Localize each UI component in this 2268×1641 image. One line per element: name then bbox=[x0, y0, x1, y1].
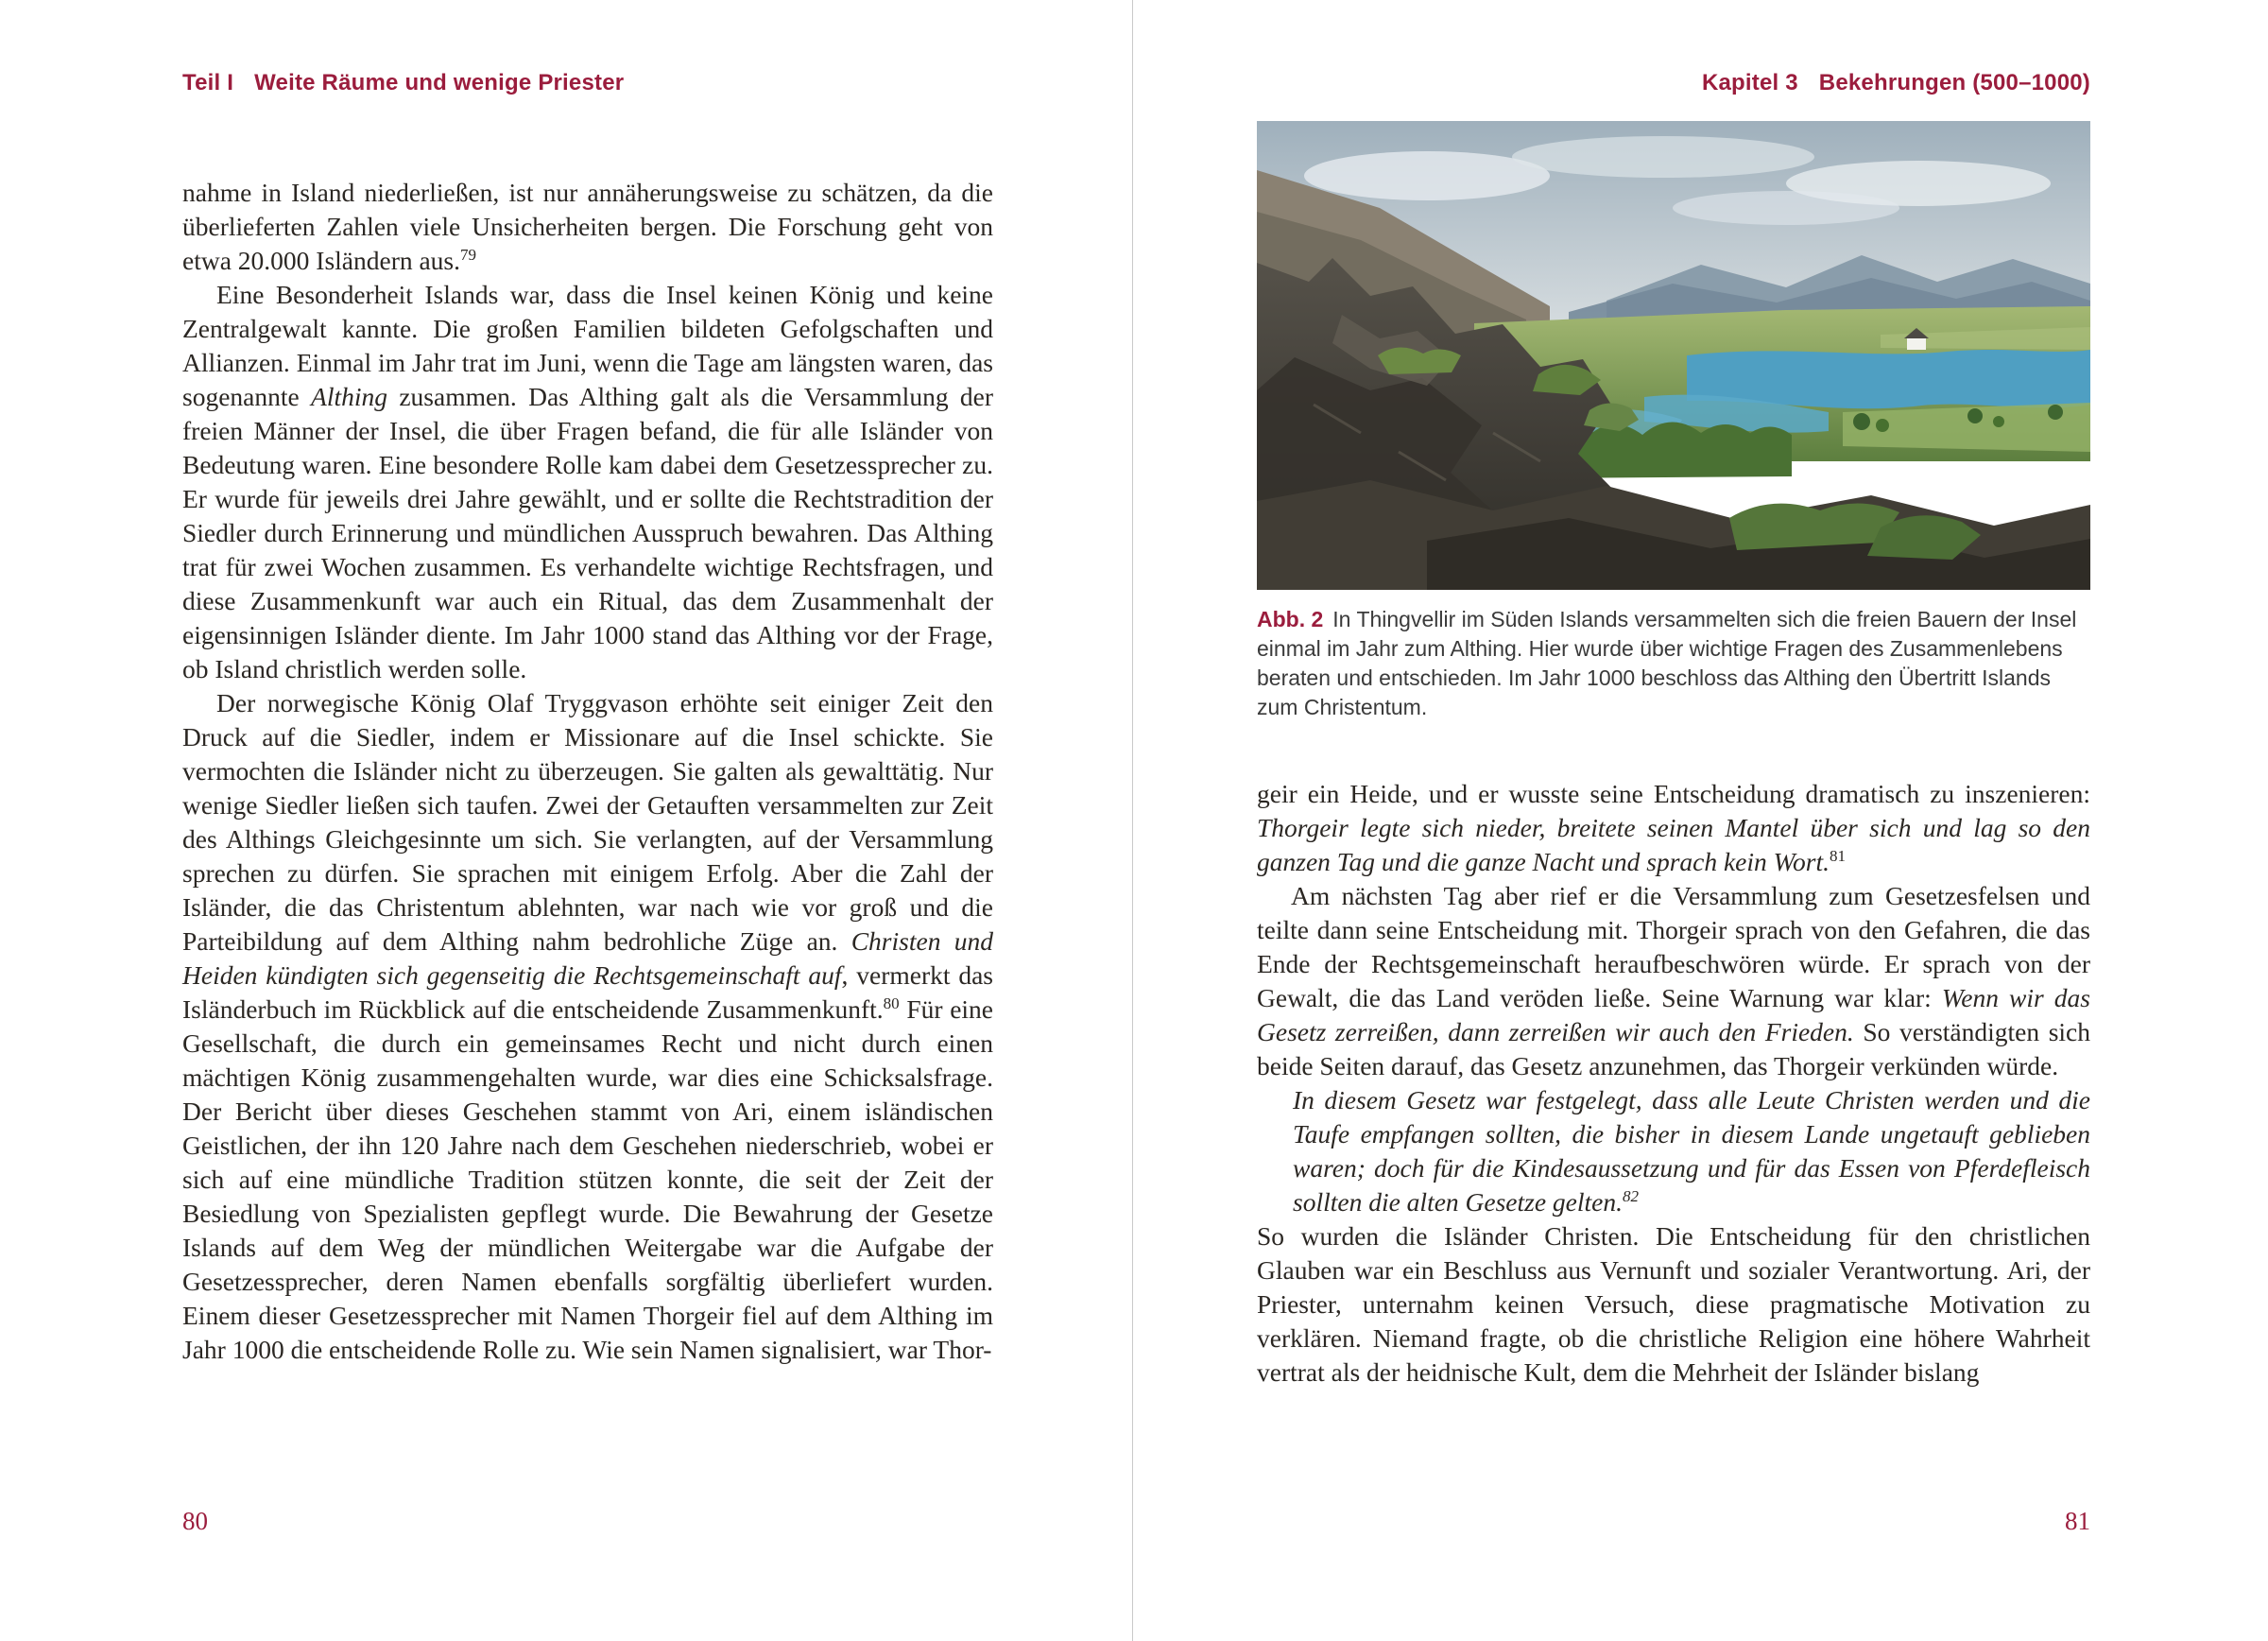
part-title: Weite Räume und wenige Priester bbox=[254, 70, 625, 95]
right-running-head bbox=[1702, 70, 2090, 96]
paragraph: nahme in Island niederließen, ist nur annäherungsweise zu schätzen, da die überlieferten Zahlen viele Unsicherheiten bergen. Die Forschung geht von etwa 20.000 Isländern aus.$^{79}$ bbox=[182, 178, 993, 275]
page-gutter-divider bbox=[1132, 0, 1133, 1641]
footnote-marker: 80 bbox=[883, 993, 900, 1012]
footnote-marker: 82 bbox=[1623, 1186, 1640, 1205]
figure-thingvellir bbox=[1257, 121, 2090, 722]
block-quote: In diesem Gesetz war festgelegt, dass alle Leute Christen werden und die Taufe empfangen sollten, die bisher in diesem Lande ungetauft geblieben waren; doch für die Kindesaussetzung und für das Essen von Pferdefleisch sollten die alten Gesetze gelten.$^{82}$ bbox=[1293, 1085, 2090, 1217]
figure-caption-text: In Thingvellir im Süden Islands versammelten sich die freien Bauern der Insel einmal im Jahr zum Althing. Hier wurde über wichtige Fragen des Zusammenlebens beraten und entschieden. Im Jahr 1000 beschloss das Althing den Übertritt Islands zum Christentum. bbox=[1257, 607, 2077, 719]
right-text-column bbox=[1257, 777, 2090, 1390]
figure-caption bbox=[1257, 605, 2090, 722]
right-page-number: 81 bbox=[2065, 1507, 2090, 1535]
figure-label: Abb. 2 bbox=[1257, 607, 1324, 631]
paragraph: So wurden die Isländer Christen. Die Entscheidung für den christlichen Glauben war ein Beschluss aus Vernunft und sozialer Verantwortung. Ari, der Priester, unternahm keinen Versuch, diese pragmatische Motivation zu verklären. Niemand fragte, ob die christliche Religion eine höhere Wahrheit vertrat als der heidnische Kult, dem die Mehrheit der Isländer bislang bbox=[1257, 1221, 2090, 1387]
paragraph: Am nächsten Tag aber rief er die Versammlung zum Gesetzesfelsen und teilte dann seine Entscheidung mit. Thorgeir sprach von den Gefahren, die das Ende der Rechtsgemeinschaft heraufbeschwören würde. Er sprach von der Gewalt, die das Land veröden ließe. Seine Warnung war klar: Wenn wir das Gesetz zerreißen, dann zerreißen wir auch den Frieden. So verständigten sich beide Seiten darauf, das Gesetz anzunehmen, das Thorgeir verkünden würde. bbox=[1257, 881, 2090, 1080]
left-running-head bbox=[182, 70, 624, 96]
footnote-marker: 79 bbox=[460, 245, 477, 264]
paragraph: geir ein Heide, und er wusste seine Entscheidung dramatisch zu inszenieren: Thorgeir legte sich nieder, breitete seinen Mantel über sich und lag so den ganzen Tag und die ganze Nacht und sprach kein Wort.$^{81}$ bbox=[1257, 779, 2090, 876]
footnote-marker: 81 bbox=[1830, 846, 1847, 865]
paragraph: Eine Besonderheit Islands war, dass die Insel keinen König und keine Zentralgewalt kannte. Die großen Familien bildeten Gefolgschaften und Allianzen. Einmal im Jahr trat im Juni, wenn die Tage am längsten waren, das sogenannte Althing zusammen. Das Althing galt als die Versammlung der freien Männer der Insel, die über Fragen befand, die für alle Isländer von Bedeutung waren. Eine besondere Rolle kam dabei dem Gesetzessprecher zu. Er wurde für jeweils drei Jahre gewählt, und er sollte die Rechtstradition der Siedler durch Erinnerung und mündlichen Ausspruch bewahren. Das Althing trat für zwei Wochen zusammen. Es verhandelte wichtige Rechtsfragen, und diese Zusammenkunft war auch ein Ritual, das dem Zusammenhalt der eigensinnigen Isländer diente. Im Jahr 1000 stand das Althing vor der Frage, ob Island christlich werden solle. bbox=[182, 280, 993, 683]
chapter-title: Bekehrungen (500–1000) bbox=[1818, 70, 2090, 95]
chapter-label: Kapitel 3 bbox=[1701, 70, 1798, 95]
left-page-number: 80 bbox=[182, 1507, 208, 1535]
paragraph: Der norwegische König Olaf Tryggvason erhöhte seit einiger Zeit den Druck auf die Siedler, indem er Missionare auf die Insel schickte. Sie vermochten die Isländer nicht zu überzeugen. Sie galten als gewalttätig. Nur wenige Siedler ließen sich taufen. Zwei der Getauften versammelten zur Zeit des Althings Gleichgesinnte um sich. Sie verlangten, auf der Versammlung sprechen zu dürfen. Sie sprachen mit einigem Erfolg. Aber die Zahl der Isländer, die das Christentum ablehnten, war nach wie vor groß und die Parteibildung auf dem Althing nahm bedrohliche Züge an. Christen und Heiden kündigten sich gegenseitig die Rechtsgemeinschaft auf, vermerkt das Isländerbuch im Rückblick auf die entscheidende Zusammenkunft.$^{80}$ Für eine Gesellschaft, die durch ein gemeinsames Recht und nicht durch einen mächtigen König zusammengehalten wurde, war dies eine Schicksalsfrage. Der Bericht über dieses Geschehen stammt von Ari, einem isländischen Geistlichen, der ihn 120 Jahre nach dem Geschehen niederschrieb, wobei er sich auf eine mündliche Tradition stützen konnte, die seit der Zeit der Besiedlung von Spezialisten gepflegt wurde. Die Bewahrung der Gesetze Islands auf dem Weg der mündlichen Weitergabe war die Aufgabe der Gesetzessprecher, deren Namen ebenfalls sorgfältig überliefert wurden. Einem dieser Gesetzessprecher mit Namen Thorgeir fiel auf dem Althing im Jahr 1000 die entscheidende Rolle zu. Wie sein Namen signalisiert, war Thor- bbox=[182, 688, 994, 1364]
thingvellir-photo bbox=[1257, 121, 2090, 590]
left-text-column bbox=[182, 176, 993, 1367]
part-label: Teil I bbox=[182, 70, 234, 95]
